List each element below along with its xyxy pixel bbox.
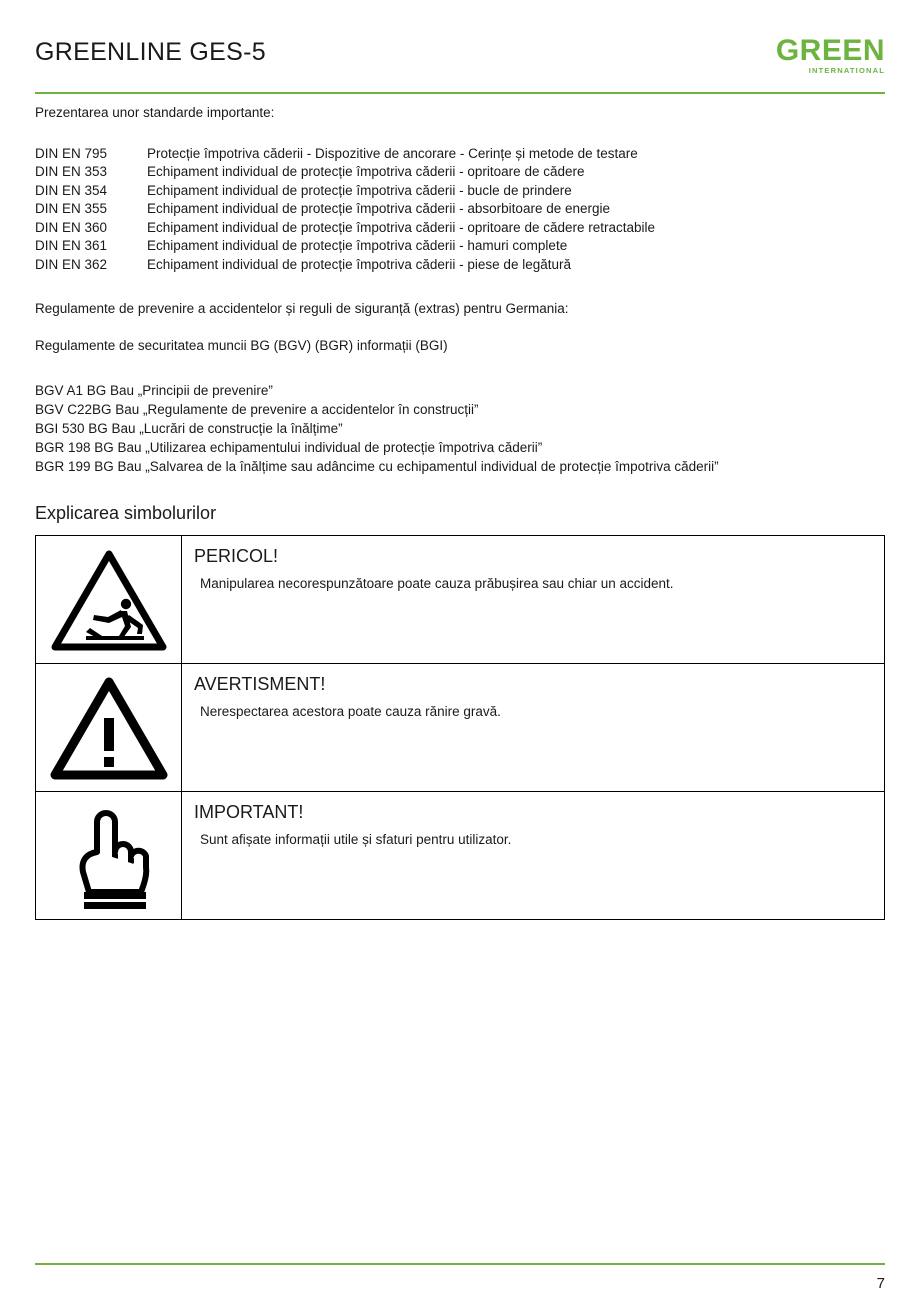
intro-paragraph: Prezentarea unor standarde importante:	[35, 105, 275, 120]
table-row	[35, 200, 655, 219]
list-item: BGI 530 BG Bau „Lucrări de construcție la înălțime”	[35, 421, 343, 436]
symbol-body	[182, 536, 884, 663]
standard-text: Echipament individual de protecție împotriva căderii - piese de legătură	[147, 256, 571, 272]
list-item: BGV C22BG Bau „Regulamente de prevenire a accidentelor în construcții”	[35, 402, 479, 417]
table-row	[35, 219, 655, 238]
list-item: BGR 198 BG Bau „Utilizarea echipamentului individual de protecție împotriva căderii”	[35, 440, 543, 455]
page-title: GREENLINE GES-5	[35, 38, 266, 66]
symbol-body	[182, 792, 884, 919]
symbol-text: Sunt afișate informații utile și sfaturi pentru utilizator.	[200, 832, 512, 847]
standard-text: Echipament individual de protecție împotriva căderii - bucle de prindere	[147, 182, 572, 198]
list-item: BGR 199 BG Bau „Salvarea de la înălțime sau adâncime cu echipamentul individual de protecție împotriva căderii”	[35, 459, 719, 474]
symbol-text: Manipularea necorespunzătoare poate cauza prăbușirea sau chiar un accident.	[200, 576, 674, 591]
page-header	[35, 34, 885, 90]
symbol-text: Nerespectarea acestora poate cauza rănire gravă.	[200, 704, 501, 719]
table-row	[35, 237, 655, 256]
standard-code: DIN EN 354	[35, 182, 108, 198]
page-content	[35, 104, 885, 523]
header-divider	[35, 92, 885, 94]
brand-logo	[776, 36, 885, 75]
standard-text: Protecție împotriva căderii - Dispozitive de ancorare - Cerințe și metode de testare	[147, 145, 638, 161]
standard-code: DIN EN 361	[35, 238, 108, 253]
logo-wordmark: GREEN	[775, 34, 885, 67]
exclamation-warning-triangle-icon	[36, 664, 182, 791]
standard-text: Echipament individual de protecție împotriva căderii - opritoare de cădere retractabile	[147, 219, 656, 235]
table-row	[35, 182, 655, 201]
standard-code: DIN EN 795	[35, 145, 108, 161]
pointing-hand-icon	[36, 792, 182, 919]
rules-intro-paragraph: Regulamente de prevenire a accidentelor și reguli de siguranță (extras) pentru Germania:	[35, 301, 569, 316]
symbol-heading: PERICOL!	[194, 546, 279, 566]
symbol-heading: AVERTISMENT!	[194, 674, 326, 694]
symbol-row-warning	[36, 664, 884, 792]
list-item: BGV A1 BG Bau „Principii de prevenire”	[35, 383, 273, 398]
footer-divider	[35, 1263, 885, 1265]
standard-code: DIN EN 360	[35, 219, 108, 235]
symbol-row-important	[36, 792, 884, 919]
table-row	[35, 256, 655, 275]
table-row	[35, 163, 655, 182]
rules-subtitle: Regulamente de securitatea muncii BG (BGV) (BGR) informații (BGI)	[35, 337, 448, 353]
page-number: 7	[876, 1275, 885, 1292]
symbol-body	[182, 664, 884, 791]
section-heading: Explicarea simbolurilor	[35, 503, 217, 523]
symbol-heading: IMPORTANT!	[194, 802, 304, 822]
logo-tagline: INTERNATIONAL	[808, 66, 885, 75]
standard-text: Echipament individual de protecție împotriva căderii - absorbitoare de energie	[147, 201, 611, 216]
standard-code: DIN EN 355	[35, 201, 108, 216]
standard-code: DIN EN 362	[35, 256, 108, 272]
standards-table	[35, 145, 655, 275]
symbol-row-danger	[36, 536, 884, 664]
bgv-list	[35, 381, 885, 476]
symbols-table	[35, 535, 885, 920]
standard-code: DIN EN 353	[35, 164, 108, 179]
falling-person-warning-icon	[36, 536, 182, 663]
standard-text: Echipament individual de protecție împotriva căderii - hamuri complete	[147, 238, 568, 253]
table-row	[35, 145, 655, 164]
standard-text: Echipament individual de protecție împotriva căderii - opritoare de cădere	[147, 164, 585, 179]
